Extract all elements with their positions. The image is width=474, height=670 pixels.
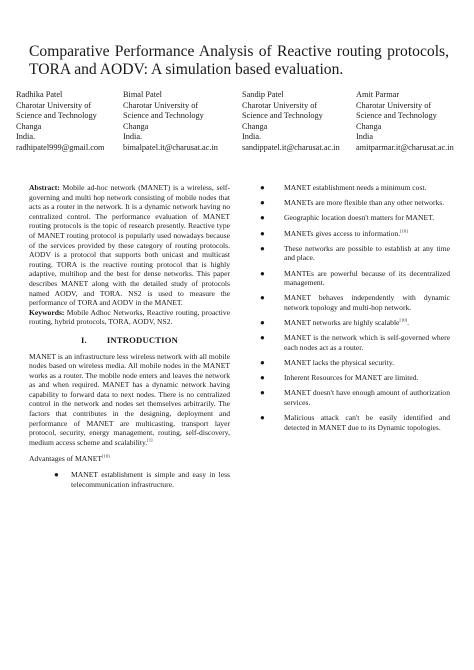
abstract [29,183,230,308]
advantages-heading [29,454,230,464]
author-city: Changa [16,121,42,131]
list-item-text: Geographic location doesn't matters for MANET. [284,213,435,223]
list-item [258,244,450,263]
citation-ref: [1] [147,437,153,443]
list-item [258,333,450,352]
list-item [258,269,450,288]
list-item [258,183,450,193]
list-item-text: Inherent Resources for MANET are limited. [284,373,419,383]
section-number: I. [80,334,87,345]
list-item [29,470,230,489]
list-item-text: MANTEs are powerful because of its decentralized management. [284,268,450,288]
author-name: Amit Parmar [356,90,400,99]
author-name: Sandip Patel [242,90,284,99]
list-item-text: MANET establishment needs a minimum cost. [284,183,427,192]
paper-title: Comparative Performance Analysis of Reactive routing protocols, TORA and AODV: A simulation based evaluation. [29,43,449,78]
list-item-suffix: . [407,318,409,328]
author-email: radhipatel999@gmail.com [16,142,105,152]
citation-ref: [10] [400,228,408,234]
bullet-icon: ● [260,358,265,368]
bullet-icon: ● [260,198,265,208]
author-name: Bimal Patel [123,90,162,99]
list-item-text: MANETs gives access to information. [284,228,401,238]
author-block [123,90,218,154]
left-bullet-list [29,470,230,489]
author-affiliation: Charotar University of [123,100,199,110]
author-email: bimalpatel.it@charusat.ac.in [123,142,218,152]
list-item [258,388,450,407]
author-affiliation: Charotar University of [242,100,318,110]
author-name: Radhika Patel [16,90,63,99]
keywords-text: Mobile Adhoc Networks, Reactive routing, proactive routing, hybrid protocols, TORA, AODV, NS2. [29,307,231,327]
list-item-text: MANET networks are highly scalable [284,318,400,328]
citation-ref: [10] [399,317,408,323]
list-item-text: These networks are possible to establish at any time and place. [284,243,450,263]
abstract-label: Abstract: [29,183,60,192]
author-email: sandippatel.it@charusat.ac.in [242,142,340,152]
author-city: Changa [356,121,382,131]
bullet-icon: ● [260,213,265,223]
citation-ref: [10] [101,453,110,459]
author-affiliation: Science and Technology [356,111,437,121]
author-country: India. [123,132,143,142]
intro-text: MANET is an infrastructure less wireless network with all mobile nodes based on wireless media. All mobile nodes in the MANET works as a router. The mobile node enters and leaves the network as and when required. MANET has a dynamic network having capability to forward data to next nodes. There is no centralized control in the network and nodes set themselves arbitrarily. The factors that contributes in the designing, deployment and performance of MANET are multicasting, transport layer protocol, security, energy management, routing, self-discovery, medium access scheme and scalability. [29,351,230,447]
list-item-text: MANET doesn't have enough amount of authorization services. [284,388,450,408]
bullet-icon: ● [260,413,265,423]
bullet-icon: ● [260,183,265,192]
bullet-icon: ● [260,373,265,383]
author-block [356,90,454,154]
bullet-icon: ● [260,268,265,278]
list-item-text: MANET establishment is simple and easy in less telecommunication infrastructure. [71,470,230,489]
author-city: Changa [123,121,149,131]
list-item-text: MANET lacks the physical security. [284,358,395,368]
author-country: India. [242,132,262,142]
bullet-icon: ● [260,318,265,328]
list-item [258,413,450,432]
bullet-icon: ● [260,228,265,238]
list-item [258,318,450,328]
advantages-label: Advantages of MANET [29,454,102,464]
list-item [258,198,450,208]
author-country: India [356,132,374,142]
bullet-icon: ● [260,293,265,303]
author-email: amitparmar.it@charusat.ac.in [356,142,454,152]
author-block [242,90,340,154]
right-bullet-list [258,183,450,432]
intro-paragraph [29,352,230,448]
list-item-text: MANET behaves independently with dynamic network topology and multi-hop network. [284,293,450,312]
right-column [258,183,450,438]
author-affiliation: Charotar University of [16,100,92,110]
author-affiliation: Science and Technology [242,111,323,121]
bullet-icon: ● [260,333,265,343]
section-title: INTRODUCTION [106,334,179,345]
list-item-text: Malicious attack can't be easily identified and detected in MANET due to its Dynamic topologies. [284,413,450,432]
list-item [258,358,450,368]
list-item-text: MANET is the network which is self-governed where each nodes act as a router. [284,333,450,352]
keywords [29,308,230,327]
list-item [258,229,450,239]
list-item [258,213,450,223]
list-item-text: MANETs are more flexible than any other networks. [284,198,445,208]
list-item [258,373,450,383]
author-affiliation: Charotar University of [356,100,432,110]
author-affiliation: Science and Technology [123,111,204,121]
keywords-label: Keywords: [29,307,65,317]
section-heading [29,336,230,346]
left-column [29,183,230,489]
author-affiliation: Science and Technology [16,111,97,121]
author-city: Changa [242,121,268,131]
list-item [258,293,450,312]
bullet-icon: ● [54,470,59,480]
abstract-text: Mobile ad-hoc network (MANET) is a wireless, self-governing and multi hop network consisting of mobile nodes that acts as a router in the network. It is a dynamic network having no centralized control. The performance evaluation of MANET routing protocols is the topic of research presently. Reactive type of MANET routing protocol is popularly used nowadays because of the services provided by these category of routing protocols. AODV is a protocol that supports both unicast and multicast routing. TORA is the reactive routing protocol that is highly adaptive, multihop and the best for dense networks. This paper describes MANET along with the detailed study of protocols named AODV, and TORA. NS2 is used to measure the performance of TORA and AODV in the MANET. [29,183,230,308]
author-country: India. [16,132,36,142]
bullet-icon: ● [260,388,265,398]
author-block [16,90,105,154]
bullet-icon: ● [260,243,265,253]
